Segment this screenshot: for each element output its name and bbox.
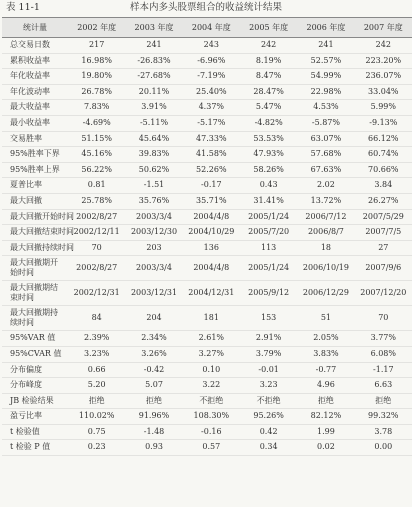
table-row — [2, 84, 412, 100]
value-cell: 67.63% — [297, 162, 354, 178]
value-cell: 58.26% — [240, 162, 297, 178]
value-cell: 3.22 — [183, 378, 240, 394]
value-cell: 5.07 — [125, 378, 182, 394]
value-cell: 35.71% — [183, 193, 240, 209]
value-cell: 2007/7/5 — [355, 225, 412, 241]
value-cell: 5.20 — [68, 378, 125, 394]
table-caption — [0, 0, 412, 16]
value-cell: 54.99% — [297, 69, 354, 85]
value-cell: 70 — [68, 240, 125, 256]
table-row — [2, 178, 412, 194]
value-cell: 2.61% — [183, 331, 240, 347]
value-cell: 63.07% — [297, 131, 354, 147]
value-cell: 2006/10/19 — [297, 256, 354, 281]
table-row — [2, 346, 412, 362]
value-cell: 2002/12/11 — [68, 225, 125, 241]
value-cell: 57.68% — [297, 147, 354, 163]
value-cell: -4.82% — [240, 115, 297, 131]
row-label: 最大回撤期持续时间 — [10, 308, 58, 328]
value-cell: 204 — [125, 306, 182, 331]
row-label-cell — [2, 193, 68, 209]
value-cell: 4.53% — [297, 100, 354, 116]
value-cell: 3.84 — [355, 178, 412, 194]
column-header-year: 2006 年度 — [297, 18, 354, 38]
value-cell: 3.77% — [355, 331, 412, 347]
value-cell: 51.15% — [68, 131, 125, 147]
row-label: 95%CVAR 值 — [10, 348, 62, 358]
value-cell: 2004/4/8 — [183, 209, 240, 225]
value-cell: 0.34 — [240, 440, 297, 456]
table-row — [2, 100, 412, 116]
value-cell: 0.57 — [183, 440, 240, 456]
row-label: 最大收益率 — [10, 102, 50, 112]
statistics-table — [2, 17, 412, 456]
table-row — [2, 225, 412, 241]
value-cell: 2.05% — [297, 331, 354, 347]
value-cell: 50.62% — [125, 162, 182, 178]
value-cell: 31.41% — [240, 193, 297, 209]
value-cell: 19.80% — [68, 69, 125, 85]
value-cell: 91.96% — [125, 409, 182, 425]
value-cell: 99.32% — [355, 409, 412, 425]
value-cell: 22.98% — [297, 84, 354, 100]
value-cell: 2005/1/24 — [240, 256, 297, 281]
row-label-cell — [2, 346, 68, 362]
value-cell: 113 — [240, 240, 297, 256]
row-label-cell — [2, 306, 68, 331]
value-cell: 2.91% — [240, 331, 297, 347]
value-cell: 25.40% — [183, 84, 240, 100]
value-cell: 2003/3/4 — [125, 256, 182, 281]
value-cell: -4.69% — [68, 115, 125, 131]
row-label-cell — [2, 225, 74, 241]
row-label: 交易胜率 — [10, 133, 42, 143]
row-label-cell — [2, 162, 68, 178]
table-row — [2, 440, 412, 456]
value-cell: 13.72% — [297, 193, 354, 209]
value-cell: 拒绝 — [68, 393, 125, 409]
value-cell: 56.22% — [68, 162, 125, 178]
table-row — [2, 306, 412, 331]
value-cell: 35.76% — [125, 193, 182, 209]
value-cell: 3.23% — [68, 346, 125, 362]
row-label-cell — [2, 424, 68, 440]
value-cell: 2006/8/7 — [297, 225, 354, 241]
table-row — [2, 69, 412, 85]
table-row — [2, 409, 412, 425]
value-cell: 4.96 — [297, 378, 354, 394]
value-cell: 82.12% — [297, 409, 354, 425]
table-row — [2, 162, 412, 178]
table-row — [2, 256, 412, 281]
value-cell: 18 — [297, 240, 354, 256]
row-label-cell — [2, 240, 74, 256]
value-cell: -0.17 — [183, 178, 240, 194]
value-cell: -6.96% — [183, 53, 240, 69]
value-cell: 3.79% — [240, 346, 297, 362]
value-cell: 拒绝 — [355, 393, 412, 409]
table-row — [2, 281, 412, 306]
value-cell: 0.75 — [68, 424, 125, 440]
header-row — [2, 18, 412, 38]
row-label: t 检验 P 值 — [10, 442, 51, 452]
value-cell: 39.83% — [125, 147, 182, 163]
row-label: 年化波动率 — [10, 86, 50, 96]
row-label-cell — [2, 69, 68, 85]
row-label-cell — [2, 256, 68, 281]
value-cell: 2006/12/29 — [297, 281, 354, 306]
table-row — [2, 131, 412, 147]
row-label-cell — [2, 38, 68, 54]
row-label: 最大回撤持续时间 — [10, 242, 74, 252]
table-row — [2, 38, 412, 54]
row-label: 最大回撤结束时间 — [10, 227, 74, 237]
value-cell: 66.12% — [355, 131, 412, 147]
value-cell: 20.11% — [125, 84, 182, 100]
row-label-cell — [2, 362, 68, 378]
column-header-year: 2007 年度 — [355, 18, 412, 38]
value-cell: 2007/12/20 — [355, 281, 412, 306]
value-cell: 181 — [183, 306, 240, 331]
row-label: 最大回撤开始时间 — [10, 211, 74, 221]
value-cell: 拒绝 — [125, 393, 182, 409]
value-cell: 45.16% — [68, 147, 125, 163]
value-cell: 0.00 — [355, 440, 412, 456]
value-cell: -27.68% — [125, 69, 182, 85]
value-cell: 5.99% — [355, 100, 412, 116]
value-cell: 26.27% — [355, 193, 412, 209]
value-cell: 242 — [355, 38, 412, 54]
value-cell: -0.42 — [125, 362, 182, 378]
row-label: 95%VAR 值 — [10, 333, 56, 343]
row-label-cell — [2, 409, 68, 425]
value-cell: -7.19% — [183, 69, 240, 85]
value-cell: 2005/7/20 — [240, 225, 297, 241]
value-cell: 26.78% — [68, 84, 125, 100]
row-label-cell — [2, 209, 74, 225]
row-label-cell — [2, 378, 68, 394]
value-cell: 52.26% — [183, 162, 240, 178]
value-cell: 53.53% — [240, 131, 297, 147]
value-cell: 2007/5/29 — [355, 209, 412, 225]
row-label-cell — [2, 178, 68, 194]
value-cell: 217 — [68, 38, 125, 54]
value-cell: 不拒绝 — [183, 393, 240, 409]
table-row — [2, 393, 412, 409]
row-label: 最大回撤期开始时间 — [10, 258, 58, 278]
value-cell: 2002/12/31 — [68, 281, 125, 306]
row-label-cell — [2, 53, 68, 69]
row-label: 累积收益率 — [10, 55, 50, 65]
value-cell: 0.23 — [68, 440, 125, 456]
value-cell: 不拒绝 — [240, 393, 297, 409]
table-body — [2, 38, 412, 456]
value-cell: 0.43 — [240, 178, 297, 194]
value-cell: 4.37% — [183, 100, 240, 116]
row-label: 最大回撤期结束时间 — [10, 283, 58, 303]
value-cell: -0.01 — [240, 362, 297, 378]
value-cell: 27 — [355, 240, 412, 256]
row-label: 95%胜率上界 — [10, 164, 60, 174]
row-label-cell — [2, 331, 68, 347]
value-cell: 47.93% — [240, 147, 297, 163]
row-label: 最大回撤 — [10, 195, 42, 205]
table-row — [2, 240, 412, 256]
row-label: t 检验值 — [10, 426, 40, 436]
value-cell: 153 — [240, 306, 297, 331]
value-cell: 2.39% — [68, 331, 125, 347]
row-label: 盈亏比率 — [10, 411, 42, 421]
value-cell: -0.77 — [297, 362, 354, 378]
value-cell: 2004/10/29 — [183, 225, 240, 241]
value-cell: 2.34% — [125, 331, 182, 347]
value-cell: 3.26% — [125, 346, 182, 362]
value-cell: 3.83% — [297, 346, 354, 362]
table-row — [2, 147, 412, 163]
value-cell: 2002/8/27 — [68, 209, 125, 225]
value-cell: 47.33% — [183, 131, 240, 147]
value-cell: 2003/12/31 — [125, 281, 182, 306]
row-label-cell — [2, 100, 68, 116]
value-cell: 3.91% — [125, 100, 182, 116]
value-cell: 0.42 — [240, 424, 297, 440]
value-cell: 0.66 — [68, 362, 125, 378]
row-label-cell — [2, 281, 68, 306]
value-cell: 243 — [183, 38, 240, 54]
row-label: 最小收益率 — [10, 117, 50, 127]
value-cell: -26.83% — [125, 53, 182, 69]
value-cell: 2005/1/24 — [240, 209, 297, 225]
value-cell: 2007/9/6 — [355, 256, 412, 281]
value-cell: 70 — [355, 306, 412, 331]
value-cell: 60.74% — [355, 147, 412, 163]
value-cell: 2.02 — [297, 178, 354, 194]
table-title: 样本内多头股票组合的收益统计结果 — [129, 2, 282, 13]
row-label-cell — [2, 131, 68, 147]
value-cell: 1.99 — [297, 424, 354, 440]
value-cell: 2004/12/31 — [183, 281, 240, 306]
value-cell: 6.63 — [355, 378, 412, 394]
value-cell: 45.64% — [125, 131, 182, 147]
value-cell: -9.13% — [355, 115, 412, 131]
value-cell: 241 — [125, 38, 182, 54]
value-cell: -1.17 — [355, 362, 412, 378]
value-cell: 2003/3/4 — [125, 209, 182, 225]
value-cell: 136 — [183, 240, 240, 256]
column-header-year: 2003 年度 — [125, 18, 182, 38]
value-cell: -0.16 — [183, 424, 240, 440]
value-cell: 16.98% — [68, 53, 125, 69]
value-cell: -5.17% — [183, 115, 240, 131]
row-label: 年化收益率 — [10, 71, 50, 81]
value-cell: 0.02 — [297, 440, 354, 456]
value-cell: 25.78% — [68, 193, 125, 209]
value-cell: 95.26% — [240, 409, 297, 425]
row-label-cell — [2, 147, 68, 163]
value-cell: 6.08% — [355, 346, 412, 362]
table-row — [2, 424, 412, 440]
value-cell: 2004/4/8 — [183, 256, 240, 281]
value-cell: 41.58% — [183, 147, 240, 163]
table-row — [2, 378, 412, 394]
row-label: 95%胜率下界 — [10, 149, 60, 159]
table-row — [2, 53, 412, 69]
value-cell: -5.87% — [297, 115, 354, 131]
value-cell: 70.66% — [355, 162, 412, 178]
value-cell: 33.04% — [355, 84, 412, 100]
column-header-year: 2002 年度 — [68, 18, 125, 38]
table-number: 表 11-1 — [6, 2, 40, 13]
value-cell: 108.30% — [183, 409, 240, 425]
value-cell: 2003/12/30 — [125, 225, 182, 241]
value-cell: 241 — [297, 38, 354, 54]
value-cell: 3.23 — [240, 378, 297, 394]
table-row — [2, 115, 412, 131]
table-row — [2, 331, 412, 347]
value-cell: 223.20% — [355, 53, 412, 69]
row-label: 总交易日数 — [10, 40, 50, 49]
value-cell: 110.02% — [68, 409, 125, 425]
value-cell: 0.10 — [183, 362, 240, 378]
value-cell: 2006/7/12 — [297, 209, 354, 225]
value-cell: -1.48 — [125, 424, 182, 440]
column-header-year: 2004 年度 — [183, 18, 240, 38]
value-cell: 52.57% — [297, 53, 354, 69]
value-cell: 236.07% — [355, 69, 412, 85]
value-cell: 51 — [297, 306, 354, 331]
table-row — [2, 362, 412, 378]
value-cell: 7.83% — [68, 100, 125, 116]
value-cell: 8.19% — [240, 53, 297, 69]
row-label: JB 检验结果 — [10, 395, 54, 405]
value-cell: 0.81 — [68, 178, 125, 194]
value-cell: 28.47% — [240, 84, 297, 100]
value-cell: 203 — [125, 240, 182, 256]
row-label-cell — [2, 115, 68, 131]
column-header-year: 2005 年度 — [240, 18, 297, 38]
row-label: 分布峰度 — [10, 380, 42, 390]
table-row — [2, 209, 412, 225]
value-cell: 8.47% — [240, 69, 297, 85]
row-label-cell — [2, 440, 68, 456]
value-cell: 84 — [68, 306, 125, 331]
row-label: 分布偏度 — [10, 364, 42, 374]
value-cell: 0.93 — [125, 440, 182, 456]
value-cell: -5.11% — [125, 115, 182, 131]
row-label-cell — [2, 393, 68, 409]
value-cell: 3.78 — [355, 424, 412, 440]
value-cell: 3.27% — [183, 346, 240, 362]
table-row — [2, 193, 412, 209]
value-cell: 2005/9/12 — [240, 281, 297, 306]
column-header-statistic: 统计量 — [2, 18, 68, 38]
value-cell: 5.47% — [240, 100, 297, 116]
value-cell: 242 — [240, 38, 297, 54]
row-label: 夏普比率 — [10, 180, 42, 190]
table-header — [2, 18, 412, 38]
value-cell: 拒绝 — [297, 393, 354, 409]
row-label-cell — [2, 84, 68, 100]
value-cell: -1.51 — [125, 178, 182, 194]
value-cell: 2002/8/27 — [68, 256, 125, 281]
